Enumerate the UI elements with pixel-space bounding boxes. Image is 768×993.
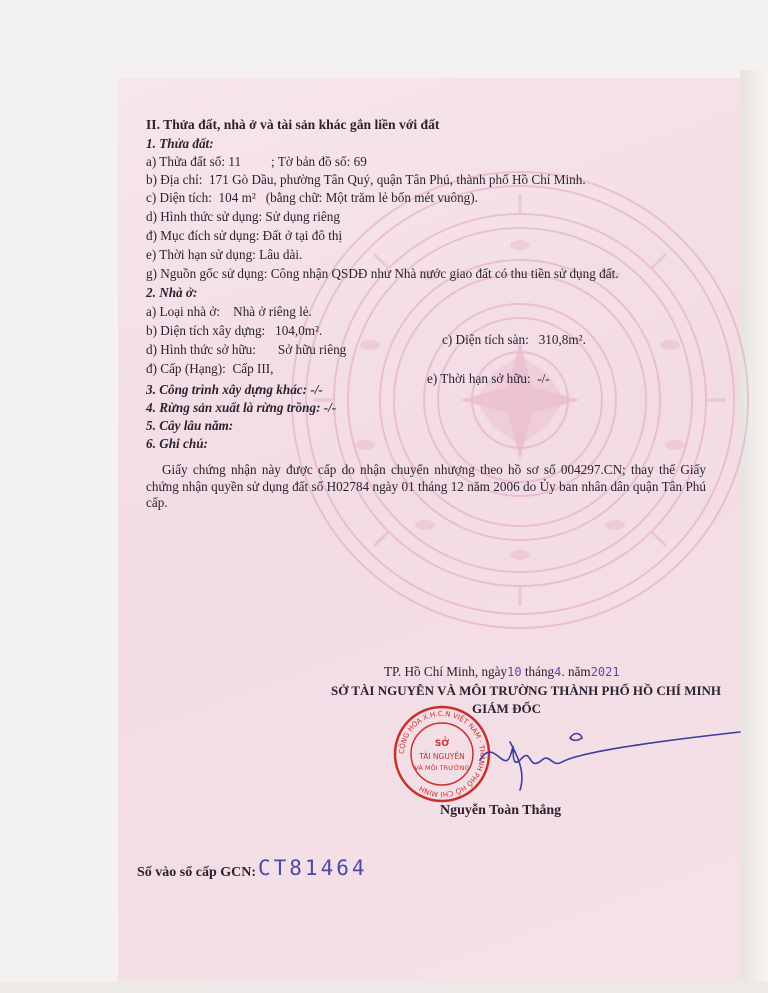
signature (450, 720, 750, 800)
signer-title: GIÁM ĐỐC (472, 701, 541, 716)
floor-area: c) Diện tích sàn: 310,8m². (442, 332, 586, 347)
house-heading: 2. Nhà ở: (146, 285, 198, 300)
stamp-ring-text: CỘNG HÒA X.H.C.N VIỆT NAM · THÀNH PHỐ HỒ CHÍ MINH (397, 709, 487, 799)
parcel-number: a) Thửa đất số: 11 ; Tờ bản đồ số: 69 (146, 154, 367, 169)
stamp-line-3: VÀ MÔI TRƯỜNG (414, 764, 470, 772)
signer-name: Nguyễn Toàn Thắng (440, 803, 562, 818)
use-origin: g) Nguồn gốc sử dụng: Công nhận QSDĐ như Nhà nước giao đất có thu tiền sử dụng đất. (146, 266, 619, 281)
built-area: b) Diện tích xây dựng: 104,0m². (146, 323, 323, 338)
notes-heading: 6. Ghi chú: (146, 436, 208, 451)
stamp-line-1: SỞ (434, 739, 450, 749)
perennial-trees: 5. Cây lâu năm: (146, 418, 234, 433)
gcn-register-label: Số vào sổ cấp GCN: (137, 865, 257, 880)
ownership-term: e) Thời hạn sở hữu: -/- (427, 371, 550, 386)
other-construction: 3. Công trình xây dựng khác: -/- (146, 382, 323, 397)
house-grade: đ) Cấp (Hạng): Cấp III, (146, 361, 274, 376)
section-title: II. Thửa đất, nhà ở và tài sản khác gắn liền với đất (146, 117, 440, 132)
ownership-form: d) Hình thức sở hữu: Sở hữu riêng (146, 342, 347, 357)
issuing-department: SỞ TÀI NGUYÊN VÀ MÔI TRƯỜNG THÀNH PHỐ HỒ CHÍ MINH (331, 683, 722, 698)
gcn-register-number: CT81464 (258, 856, 368, 880)
land-address: b) Địa chỉ: 171 Gò Dầu, phường Tân Quý, quận Tân Phú, thành phố Hồ Chí Minh. (146, 172, 586, 187)
note-text: Giấy chứng nhận này được cấp do nhận chuyển nhượng theo hồ sơ số 004297.CN; thay thế Giấy chứng nhận quyền sử dụng đất số H02784 ngày 01 tháng 12 năm 2006 do Ủy ban nhân dân quận Tân Phú cấp. (146, 462, 706, 510)
use-purpose: đ) Mục đích sử dụng: Đất ở tại đô thị (146, 228, 343, 243)
land-heading: 1. Thửa đất: (146, 136, 214, 151)
scan-bottom-edge (0, 982, 768, 993)
house-type: a) Loại nhà ở: Nhà ở riêng lẻ. (146, 304, 312, 319)
issue-date: TP. Hồ Chí Minh, ngày10 tháng4. năm2021 (384, 664, 620, 679)
production-forest: 4. Rừng sản xuất là rừng trồng: -/- (146, 400, 337, 415)
use-term: e) Thời hạn sử dụng: Lâu dài. (146, 247, 303, 262)
stamp-line-2: TÀI NGUYÊN (419, 752, 465, 761)
use-form: d) Hình thức sử dụng: Sử dụng riêng (146, 209, 340, 224)
land-area: c) Diện tích: 104 m² (bằng chữ: Một trăm lẻ bốn mét vuông). (146, 190, 478, 205)
